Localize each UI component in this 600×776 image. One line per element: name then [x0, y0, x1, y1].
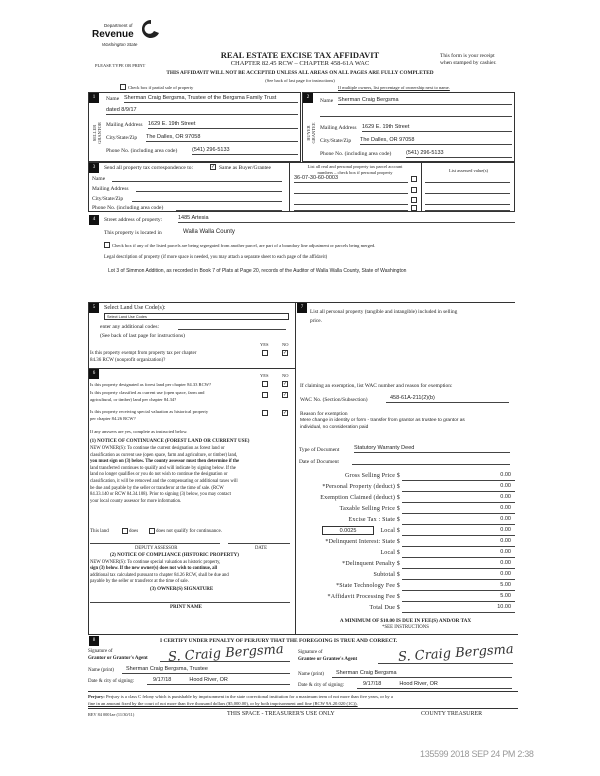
personal-property-checkbox[interactable] [411, 176, 417, 182]
label: does not qualify for continuance. [156, 529, 222, 534]
section-number: 3 [89, 163, 99, 173]
assessed-value-field[interactable] [425, 205, 510, 211]
label: enter any additional codes: [100, 324, 160, 330]
fee-value[interactable]: 10.00 [402, 604, 515, 613]
fee-value[interactable]: 0.00 [402, 505, 515, 514]
grantee-signature[interactable]: S. Craig Bergsma [397, 641, 515, 666]
personal-property-checkbox[interactable] [411, 205, 417, 211]
assessed-value-field[interactable] [425, 197, 510, 205]
certification-statement: I CERTIFY UNDER PENALTY OF PERJURY THAT THE FOREGOING IS TRUE AND CORRECT. [160, 638, 398, 644]
fee-label: *Delinquent Interest: State $ [325, 539, 400, 545]
label: WAC No. (Section/Subsection) [300, 397, 368, 403]
text-line: land no longer qualifies or you do not wish to continue the designation or [90, 472, 228, 478]
section-number: 8 [89, 636, 99, 646]
label: Name [320, 98, 334, 104]
logo-text: Washington State [102, 42, 138, 47]
forest-no-checkbox[interactable]: ✓ [283, 381, 288, 387]
grantor-date: 9/17/18 [153, 677, 172, 683]
question: agricultural, or timber) land per chapter 84.34? [90, 397, 177, 402]
fee-label: Taxable Selling Price $ [339, 506, 400, 512]
buyer-name-line2-field[interactable] [320, 109, 512, 117]
seller-grantor-label: SELLER GRANTOR [92, 122, 102, 144]
text-line: NEW OWNER(S): To continue special valuation as historic property, [90, 560, 221, 565]
label: Check box if any of the listed parcels are being segregated from another parcel, are part of a boundary line adjustment or parcels being merged. [112, 243, 376, 248]
current-use-yes-checkbox[interactable] [262, 392, 268, 398]
partial-sale-label: Check box if partial sale of property [128, 85, 194, 90]
fee-value[interactable]: 0.00 [402, 538, 515, 547]
fee-label: Total Due $ [369, 605, 400, 611]
assessor-date-field[interactable] [228, 540, 290, 544]
personal-property-checkbox[interactable] [411, 187, 417, 193]
fee-value[interactable]: 0.00 [402, 560, 515, 569]
does-qualify-checkbox[interactable] [122, 528, 128, 534]
current-use-no-checkbox[interactable]: ✓ [283, 392, 288, 398]
recording-stamp: 135599 2018 SEP 24 PM 2:38 [420, 749, 534, 759]
receipt-text: when stamped by cashier. [440, 60, 497, 66]
label: List all personal property (tangible and intangible) included in selling [310, 309, 458, 315]
question: Is this property designated as forest land per chapter 84.33 RCW? [90, 382, 212, 387]
property-street-field[interactable]: 1485 Artesia [178, 215, 515, 223]
label: Send all property tax correspondence to: [104, 165, 194, 171]
yes-header: YES [260, 373, 269, 378]
parcel-number-field[interactable] [294, 197, 408, 205]
label: Type of Document [299, 447, 340, 453]
label: Phone No. (including area code) [106, 148, 178, 154]
fee-value[interactable]: 0.00 [402, 483, 515, 492]
notice-compliance-text [90, 560, 229, 585]
wac-number-field[interactable]: 458-61A-211(2)(b) [386, 395, 509, 403]
additional-codes-field[interactable] [178, 322, 286, 330]
fee-value[interactable]: 0.00 [402, 571, 515, 580]
label: does [129, 529, 139, 534]
notice-continuance-text [90, 446, 239, 505]
exemption-reason[interactable]: individual, no consideration paid [300, 425, 369, 430]
perjury-text: fine in an amount fixed by the court of not more than five thousand dollars ($5,000.00), or by both imprisonment and fine (RCW 9A.20.020 (1C)). [88, 701, 358, 706]
fee-row-taxable-selling-price [300, 504, 515, 515]
correspondence-phone-field[interactable] [176, 203, 282, 211]
seller-phone-field[interactable]: (541) 296-5133 [192, 147, 298, 155]
label: Signature of [298, 650, 323, 655]
warning-text: THIS AFFIDAVIT WILL NOT BE ACCEPTED UNLESS ALL AREAS ON ALL PAGES ARE FULLY COMPLETED [166, 70, 434, 76]
see-instructions: *SEE INSTRUCTIONS [382, 625, 429, 630]
notice-compliance-title: (2) NOTICE OF COMPLIANCE (HISTORIC PROPERTY) [110, 553, 239, 558]
label: Legal description of property (if more space is needed, you may attach a separate sheet to each page of the affidavit) [104, 255, 328, 260]
label: Date of Document [299, 459, 339, 465]
property-county[interactable]: Walla Walla County [183, 229, 235, 235]
fee-label: *State Technology Fee $ [336, 583, 400, 589]
no-header: NO [282, 373, 289, 378]
section-number: 5 [89, 303, 99, 313]
label: Name (print) [298, 672, 324, 677]
logo-text: Revenue [92, 29, 134, 40]
seller-city-field[interactable]: The Dalles, OR 97058 [146, 134, 298, 142]
exemption-reason[interactable]: Mere change in identity or form - transfer from grantor as trustee to grantor as [300, 418, 465, 423]
form-revision: REV 84 0001ae (11/30/11) [88, 712, 135, 717]
label: Signature of [88, 649, 113, 654]
text-line: your local county assessor for more information. [90, 498, 182, 504]
fee-row-affidavit-processing-fee [300, 592, 515, 603]
label: This property is located in [104, 230, 162, 236]
question: Is this property receiving special valuation as historical property [90, 409, 209, 414]
label: City/State/Zip [106, 135, 138, 141]
fee-label: *Delinquent Penalty $ [342, 561, 400, 567]
grantee-date: 9/17/18 [363, 681, 382, 687]
historic-no-checkbox[interactable]: ✓ [283, 410, 288, 416]
section-number: 4 [89, 215, 99, 225]
instruction: If any answers are yes, complete as instructed below. [90, 429, 188, 434]
multiple-owners-text: If multiple owners, list percentage of ownership next to name. [338, 85, 450, 90]
parcel-number-field[interactable] [294, 207, 408, 211]
parcel-number-field[interactable] [294, 186, 408, 194]
text-line: NEW OWNER(S): To continue the current designation as forest land or [90, 446, 225, 451]
correspondence-address-field[interactable] [136, 184, 282, 192]
label: DATE [255, 546, 267, 551]
buyer-grantee-label: BUYER GRANTEE [306, 122, 316, 144]
fee-row-subtotal [300, 570, 515, 581]
please-type-text: PLEASE TYPE OR PRINT [95, 63, 146, 68]
seller-name-line2-field[interactable]: dated 8/9/17 [106, 107, 298, 115]
text-line: you must sign on (3) below. The county assessor must then determine if the [90, 459, 240, 465]
label: Date & city of signing: [88, 679, 135, 684]
fee-label: Excise Tax : State $ [348, 517, 400, 523]
correspondence-city-field[interactable] [132, 194, 282, 202]
buyer-phone-field[interactable]: (541) 296-5133 [406, 150, 512, 158]
parcel-header: numbers – check box if personal property [317, 170, 393, 175]
notice-continuance-title: (1) NOTICE OF CONTINUANCE (FOREST LAND OR CURRENT USE) [90, 439, 250, 444]
text-line: payable by the seller or transferor at the time of sale. [90, 578, 189, 584]
fee-value[interactable]: 5.00 [402, 582, 515, 591]
label: This land [90, 529, 109, 534]
fee-row-exemption-claimed [300, 493, 515, 504]
land-use-select[interactable]: Select Land Use Codes [104, 313, 289, 320]
fee-row-personal-property [300, 482, 515, 493]
label: Phone No. (including area code) [320, 151, 392, 157]
grantee-signature-line [378, 658, 513, 664]
label: Date & city of signing: [298, 683, 345, 688]
fee-row-delinquent-interest-state [300, 537, 515, 548]
label: price. [310, 318, 322, 324]
section-number: 6 [89, 369, 99, 379]
partial-sale-checkbox[interactable] [120, 84, 126, 90]
seller-address-field[interactable]: 1629 E. 19th Street [148, 121, 298, 129]
fee-row-excise-state [300, 515, 515, 526]
fee-label: Gross Selling Price $ [344, 473, 400, 479]
fee-label: Subtotal $ [373, 572, 400, 578]
correspondence-name-field[interactable] [112, 174, 282, 182]
perjury-text: Perjury is a class C felony which is punishable by imprisonment in the state correctional institution for a maximum term of not more than five years, or by a [106, 694, 393, 699]
receipt-text: This form is your receipt [440, 53, 495, 59]
label: If claiming an exemption, list WAC number and reason for exemption: [300, 383, 453, 389]
logo-text: Department of [104, 23, 133, 28]
personal-property-checkbox[interactable] [411, 197, 417, 203]
perjury-label: Perjury: [88, 694, 105, 699]
fee-value[interactable]: 0.00 [402, 549, 515, 558]
fee-row-total-due [300, 603, 515, 614]
fee-value[interactable]: 0.00 [402, 494, 515, 503]
does-not-qualify-checkbox[interactable] [149, 528, 155, 534]
assessed-value-header: List assessed value(s) [449, 168, 488, 173]
label: Street address of property: [104, 217, 163, 223]
chapter-text: CHAPTER 82.45 RCW – CHAPTER 458-61A WAC [230, 60, 370, 67]
label: Name [92, 176, 106, 182]
fee-row-gross-selling-price [300, 471, 515, 482]
fee-label: *Affidavit Processing Fee $ [327, 594, 400, 600]
fee-row-technology-fee [300, 581, 515, 592]
nonprofit-yes-checkbox[interactable] [262, 350, 268, 356]
question: Is this property exempt from property tax per chapter [90, 351, 197, 356]
parcel-header: List all real and personal property tax parcel account [307, 164, 403, 169]
land-use-title: Select Land Use Code(s): [104, 305, 166, 311]
grantor-date-city-field[interactable] [147, 677, 290, 685]
label: Reason for exemption [300, 411, 348, 417]
grantee-city: Hood River, OR [399, 681, 438, 687]
buyer-address-field[interactable]: 1629 E. 19th Street [362, 124, 512, 132]
label: Mailing Address [92, 186, 129, 192]
label: Mailing Address [106, 122, 143, 128]
label: Name [106, 96, 120, 102]
fee-label: Local $ [380, 528, 400, 534]
fee-value[interactable]: 5.00 [402, 593, 515, 602]
legal-description[interactable]: Lot 3 of Simmon Addition, as recorded in Book 7 of Plats at Page 20, records of the Auditor of Walla Walla County, State of Washington [108, 268, 407, 274]
same-as-buyer-checkbox[interactable]: ✓ [211, 164, 216, 170]
label: DEPUTY ASSESSOR [135, 546, 178, 551]
no-header: NO [282, 342, 289, 347]
deputy-assessor-signature-field[interactable] [90, 540, 220, 544]
grantor-city: Hood River, OR [189, 677, 228, 683]
fee-row-delinquent-interest-local [300, 548, 515, 559]
text-line: land transferred continues to qualify and will indicate by signing below. If the [90, 465, 236, 471]
grantee-date-city-field[interactable] [357, 681, 512, 689]
yes-header: YES [260, 342, 269, 347]
label: Grantee or Grantee's Agent [298, 657, 358, 662]
logo [92, 14, 162, 50]
section-number: 1 [89, 93, 99, 103]
section-number: 2 [303, 93, 313, 103]
grantor-signature[interactable]: S. Craig Bergsma [167, 641, 285, 666]
label: PRINT NAME [170, 605, 202, 610]
label: City/State/Zip [92, 196, 124, 202]
local-rate-field[interactable]: 0.0025 [322, 526, 374, 535]
minimum-fee-notice: A MINIMUM OF $10.00 IS DUE IN FEE(S) AND/OR TAX [339, 618, 472, 624]
fee-value[interactable]: 0.00 [402, 516, 515, 525]
question: 84.36 RCW (nonprofit organization)? [90, 358, 166, 363]
label: City/State/Zip [320, 138, 352, 144]
label: Same as Buyer/Grantee [219, 165, 271, 171]
grantor-signature-line [160, 656, 290, 662]
fee-label: *Personal Property (deduct) $ [322, 484, 400, 490]
document-type-field[interactable]: Statutory Warranty Deed [354, 445, 510, 453]
text-line: classification as current use (open space, farm and agriculture, or timber) land, [90, 452, 238, 458]
treasurer-use-label: THIS SPACE - TREASURER'S USE ONLY [227, 711, 335, 717]
fee-label: Exemption Claimed (deduct) $ [320, 495, 400, 501]
see-back-text: (See back of last page for instructions) [265, 78, 335, 83]
label: Phone No. (including area code) [92, 205, 164, 211]
text-line: additional tax calculated pursuant to chapter 84.26 RCW, shall be due and [90, 572, 229, 578]
form-title: REAL ESTATE EXCISE TAX AFFIDAVIT [220, 50, 380, 60]
fee-value[interactable]: 0.00 [402, 527, 515, 536]
segregated-checkbox[interactable] [104, 242, 110, 248]
section-number: 7 [297, 303, 307, 313]
fee-row-delinquent-penalty [300, 559, 515, 570]
nonprofit-no-checkbox[interactable]: ✓ [283, 350, 288, 356]
buyer-name-field[interactable]: Sherman Craig Bergsma [338, 97, 512, 105]
fee-label: Local $ [380, 550, 400, 556]
forest-yes-checkbox[interactable] [262, 381, 268, 387]
seller-name-field[interactable]: Sherman Craig Bergsma, Trustee of the Bergsma Family Trust [124, 95, 298, 103]
fee-row-excise-local [300, 526, 515, 537]
parcel-number-field[interactable]: 36-07-30-60-0003 [294, 175, 408, 183]
text-line: classification, it will be removed and the compensating or additional taxes will [90, 478, 238, 484]
logo-mark-icon [142, 19, 160, 39]
assessed-value-field[interactable] [425, 186, 510, 194]
question: per chapter 84.26 RCW? [90, 416, 136, 421]
owner-signature-title: (3) OWNER(S) SIGNATURE [150, 587, 214, 592]
historic-yes-checkbox[interactable] [262, 410, 268, 416]
grantor-name-field[interactable]: Sherman Craig Bergsma, Trustee [122, 666, 290, 674]
assessed-value-field[interactable] [425, 175, 510, 183]
buyer-city-field[interactable]: The Dalles, OR 97058 [360, 137, 512, 145]
label: Mailing Address [320, 125, 357, 131]
label: (See back of last page for instructions) [100, 333, 185, 339]
label: Grantor or Grantor's Agent [88, 656, 148, 661]
fee-value[interactable]: 0.00 [402, 472, 515, 481]
text-line: sign (3) below. If the new owner(s) does not wish to continue, all [90, 566, 218, 572]
label: Name (print) [88, 668, 114, 673]
question: Is this property classified as current use (open space, farm and [90, 390, 205, 395]
document-date-field[interactable] [352, 457, 510, 465]
owner-signature-field[interactable] [90, 599, 290, 603]
grantee-name-field[interactable]: Sherman Craig Bergsma [332, 670, 512, 678]
text-line: 84.33.140 or RCW 84.34.108). Prior to signing (3) below, you may contact [90, 492, 231, 498]
text-line: be due and payable by the seller or transferor at the time of sale. (RCW [90, 485, 224, 491]
county-treasurer-label: COUNTY TREASURER [421, 711, 483, 717]
